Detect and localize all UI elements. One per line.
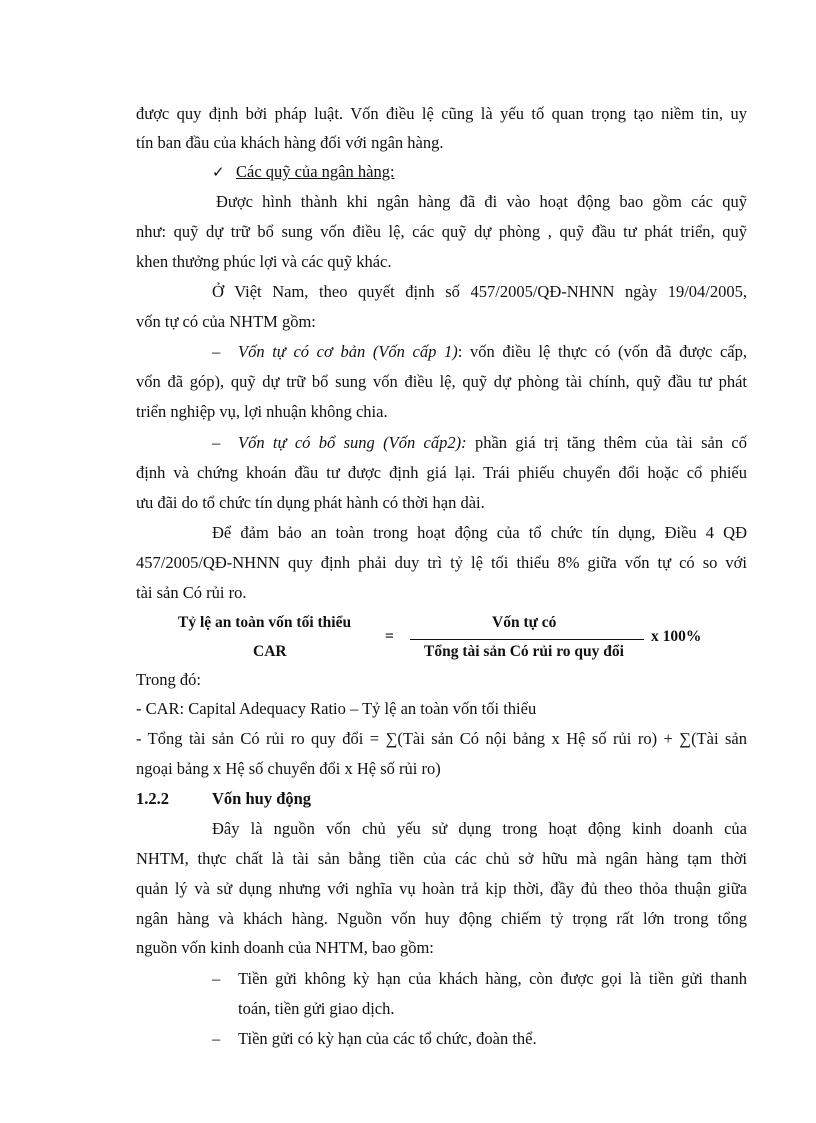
bullet-term: Vốn tự có cơ bản (Vốn cấp 1) (238, 342, 458, 361)
formula-equals: = (385, 628, 394, 645)
paragraph-line: khen thưởng phúc lợi và các quỹ khác. (136, 252, 392, 271)
paragraph-line: ngân hàng và khách hàng. Nguồn vốn huy động chiếm tỷ trọng rất lớn trong tổng (136, 909, 747, 928)
section-number: 1.2.2 (136, 789, 169, 808)
paragraph-line: tín ban đầu của khách hàng đối với ngân hàng. (136, 133, 444, 152)
bullet-text: phần giá trị tăng thêm của tài sản cố (466, 433, 747, 452)
dash-bullet: – (212, 1029, 221, 1048)
bullet-continuation: toán, tiền gửi giao dịch. (238, 999, 395, 1018)
formula-numerator: Vốn tự có (492, 614, 557, 631)
formula-multiplier: x 100% (651, 628, 702, 645)
bullet-term: Vốn tự có bổ sung (Vốn cấp2): (238, 433, 467, 452)
formula-denominator: Tổng tài sản Có rủi ro quy đổi (424, 643, 624, 660)
paragraph-line: triển nghiệp vụ, lợi nhuận không chia. (136, 402, 388, 421)
dash-bullet: – (212, 342, 221, 361)
bullet-text: Tiền gửi không kỳ hạn của khách hàng, còn được gọi là tiền gửi thanh (238, 969, 747, 988)
paragraph-line: 457/2005/QĐ-NHNN quy định phải duy trì tỷ lệ tối thiểu 8% giữa vốn tự có so với (136, 553, 747, 572)
bullet-item (212, 1028, 537, 1050)
bullet-item (212, 432, 747, 454)
fraction-bar (410, 639, 644, 640)
paragraph-line: Để đảm bảo an toàn trong hoạt động của tổ chức tín dụng, Điều 4 QĐ (212, 523, 747, 542)
paragraph-line: tài sản Có rủi ro. (136, 583, 247, 602)
paragraph-line: như: quỹ dự trữ bổ sung vốn điều lệ, các quỹ dự phòng , quỹ đầu tư phát triển, quỹ (136, 222, 747, 241)
paragraph-line: được quy định bởi pháp luật. Vốn điều lệ cũng là yếu tố quan trọng tạo niềm tin, uy (136, 104, 747, 123)
formula-left-top: Tỷ lệ an toàn vốn tối thiểu (178, 614, 352, 631)
paragraph-line: định và chứng khoán đầu tư được định giá lại. Trái phiếu chuyển đổi hoặc cổ phiếu (136, 463, 747, 482)
paragraph-line: - Tổng tài sản Có rủi ro quy đổi = ∑(Tài sản Có nội bảng x Hệ số rủi ro) + ∑(Tài sản (136, 729, 747, 748)
bullet-item (212, 341, 747, 363)
paragraph-line: ưu đãi do tổ chức tín dụng phát hành có thời hạn dài. (136, 493, 485, 512)
paragraph-line: vốn tự có của NHTM gồm: (136, 312, 316, 331)
checkmark-icon: ✓ (212, 163, 225, 181)
bullet-text: : vốn điều lệ thực có (vốn đã được cấp, (457, 342, 747, 361)
paragraph-line: Trong đó: (136, 670, 201, 689)
paragraph-line: NHTM, thực chất là tài sản bằng tiền của các chủ sở hữu mà ngân hàng tạm thời (136, 849, 747, 868)
dash-bullet: – (212, 969, 221, 988)
formula-left-bottom: CAR (253, 643, 287, 660)
paragraph-line: quản lý và sử dụng nhưng với nghĩa vụ hoàn trả kịp thời, đầy đủ theo thỏa thuận giữa (136, 879, 747, 898)
paragraph-line: ngoại bảng x Hệ số chuyển đổi x Hệ số rủi ro) (136, 759, 441, 778)
paragraph-line: Đây là nguồn vốn chủ yếu sử dụng trong hoạt động kinh doanh của (212, 819, 747, 838)
dash-bullet: – (212, 433, 221, 452)
paragraph-line: nguồn vốn kinh doanh của NHTM, bao gồm: (136, 938, 434, 957)
paragraph-line: Được hình thành khi ngân hàng đã đi vào hoạt động bao gồm các quỹ (216, 192, 747, 211)
checked-heading (212, 161, 395, 183)
heading-text: Các quỹ của ngân hàng: (236, 162, 395, 181)
bullet-item (212, 968, 747, 990)
bullet-text: Tiền gửi có kỳ hạn của các tổ chức, đoàn thể. (238, 1029, 537, 1048)
paragraph-line: vốn đã góp), quỹ dự trữ bổ sung vốn điều lệ, quỹ dự phòng tài chính, quỹ đầu tư phát (136, 372, 747, 391)
paragraph-line: Ở Việt Nam, theo quyết định số 457/2005/QĐ-NHNN ngày 19/04/2005, (212, 282, 747, 301)
paragraph-line: - CAR: Capital Adequacy Ratio – Tỷ lệ an toàn vốn tối thiểu (136, 699, 537, 718)
section-title: Vốn huy động (212, 789, 312, 808)
